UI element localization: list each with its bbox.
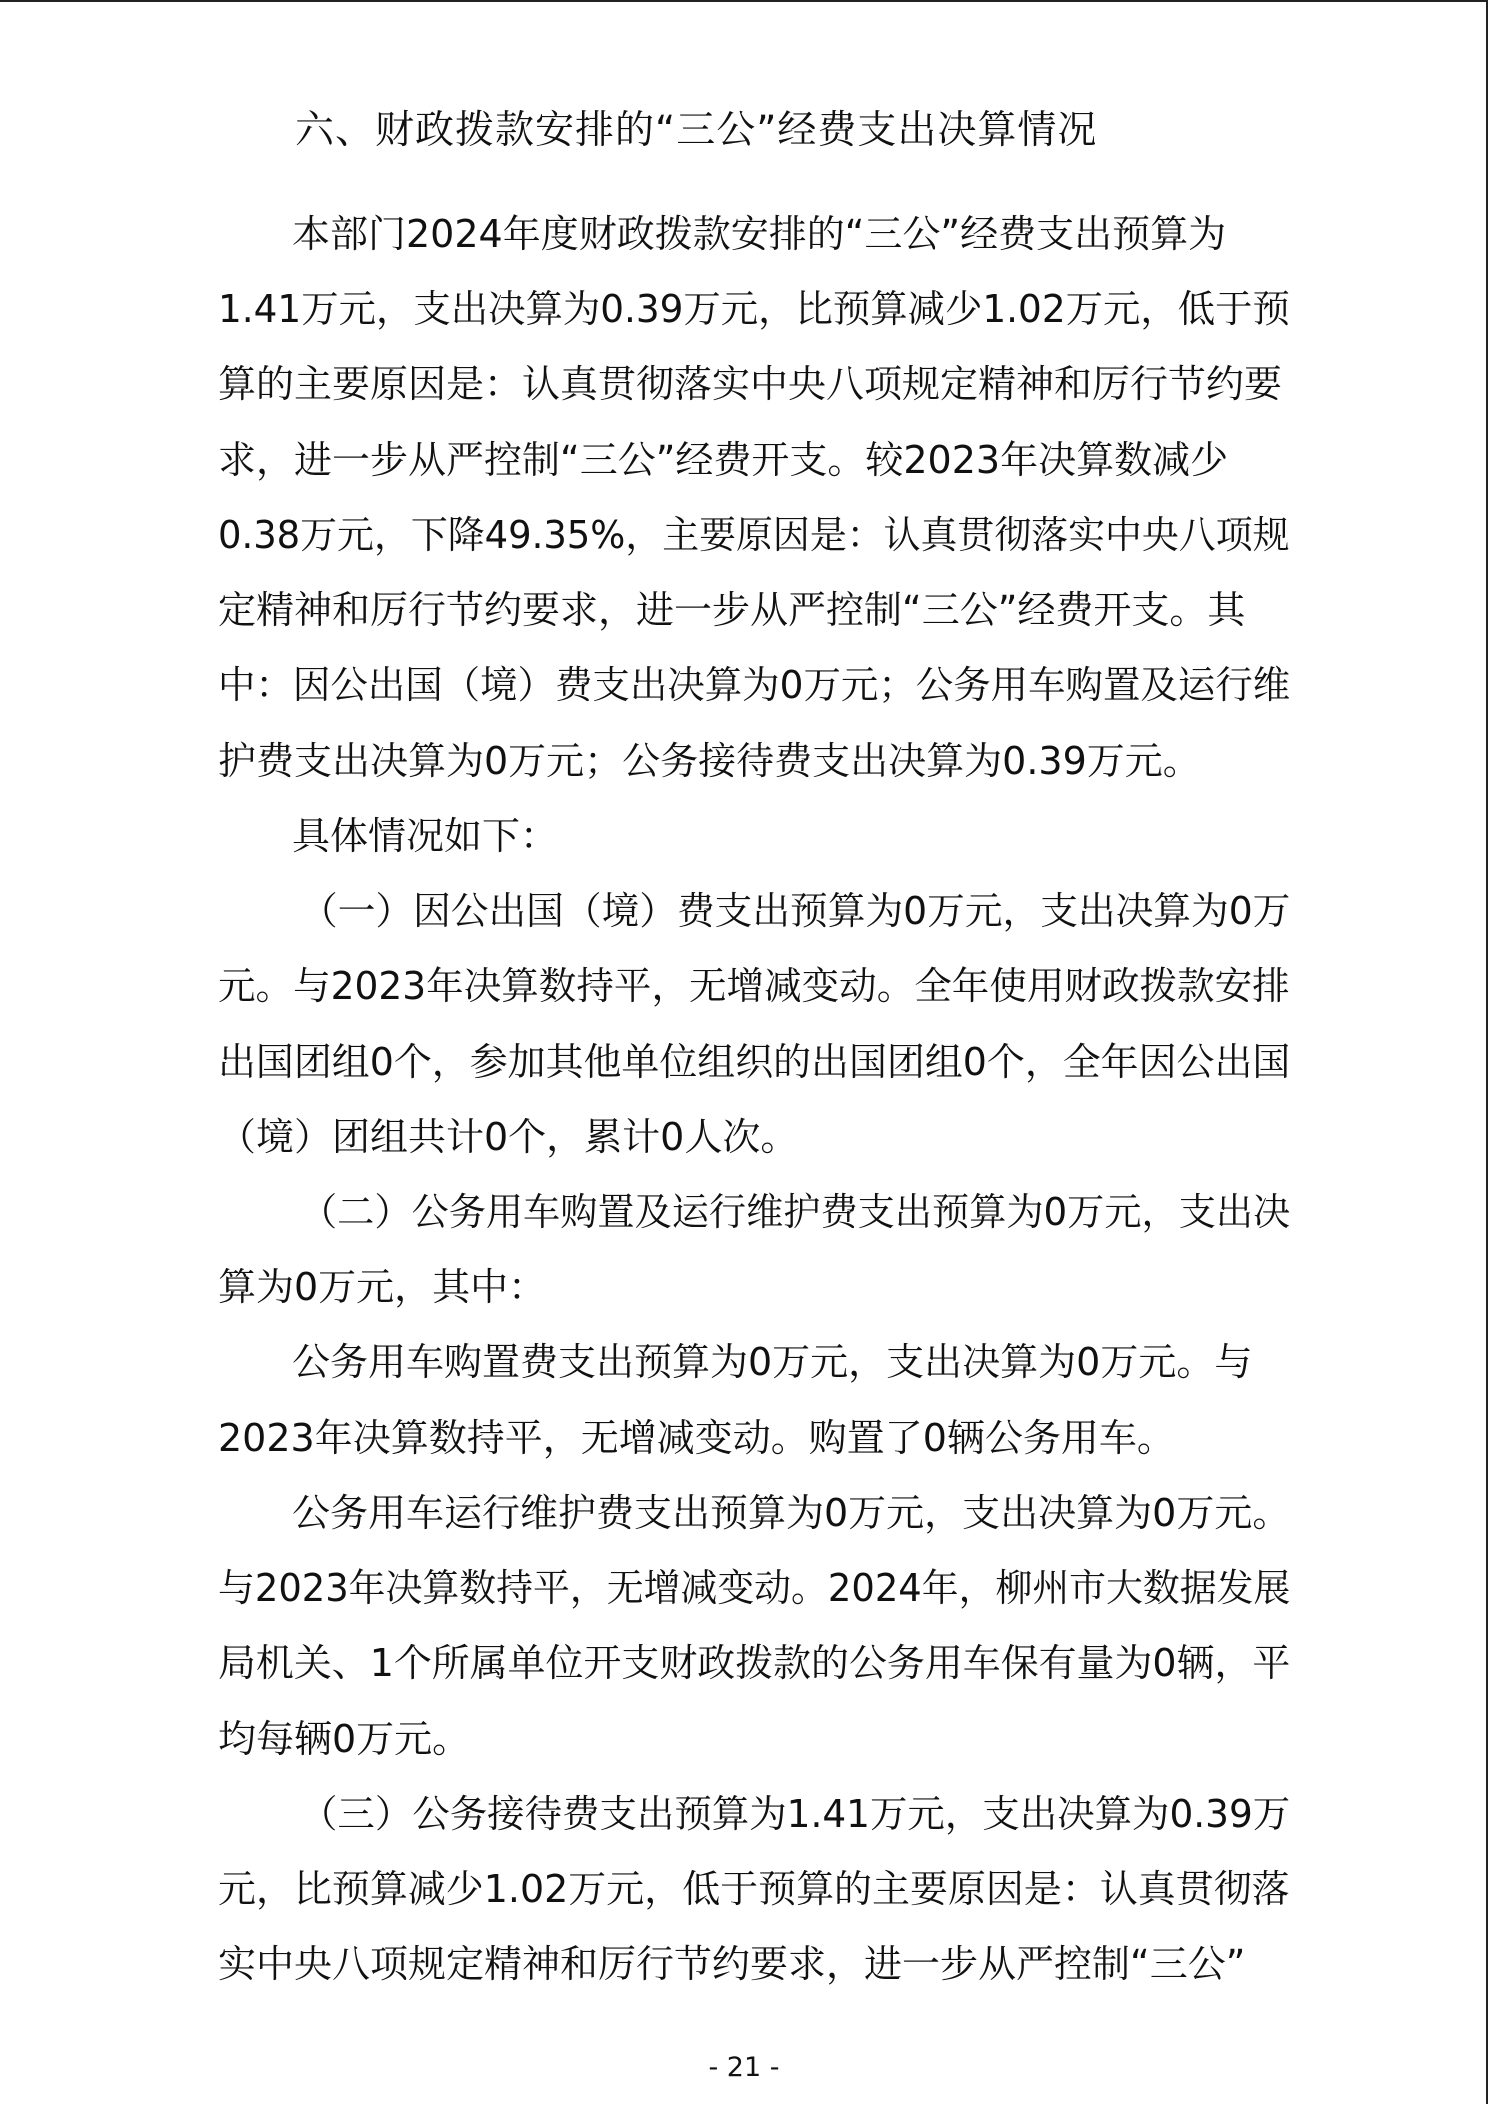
text-line: 均每辆0万元。 (218, 1717, 471, 1761)
text-line: （境）团组共计0个，累计0人次。 (218, 1115, 799, 1159)
text-line: （一）因公出国（境）费支出预算为0万元，支出决算为0万 (300, 889, 1291, 933)
text-line: 护费支出决算为0万元；公务接待费支出决算为0.39万元。 (218, 739, 1201, 783)
text-line: 元，比预算减少1.02万元，低于预算的主要原因是：认真贯彻落 (218, 1867, 1290, 1911)
text-line: 0.38万元，下降49.35%，主要原因是：认真贯彻落实中央八项规 (218, 513, 1290, 557)
text-line: 算的主要原因是：认真贯彻落实中央八项规定精神和厉行节约要 (218, 362, 1283, 406)
text-line: 与2023年决算数持平，无增减变动。2024年，柳州市大数据发展 (218, 1566, 1291, 1610)
text-line: 实中央八项规定精神和厉行节约要求，进一步从严控制“三公” (218, 1942, 1246, 1986)
section-heading: 六、财政拨款安排的“三公”经费支出决算情况 (295, 108, 1098, 153)
text-line: 2023年决算数持平，无增减变动。购置了0辆公务用车。 (218, 1416, 1175, 1460)
text-line: 具体情况如下： (292, 814, 559, 858)
page-number: - 21 - (708, 2052, 780, 2083)
text-line: 出国团组0个，参加其他单位组织的出国团组0个，全年因公出国 (218, 1040, 1291, 1084)
text-line: 公务用车运行维护费支出预算为0万元，支出决算为0万元。 (292, 1491, 1291, 1535)
text-line: 求，进一步从严控制“三公”经费开支。较2023年决算数减少 (218, 438, 1229, 482)
text-line: 算为0万元，其中： (218, 1265, 547, 1309)
text-line: 1.41万元，支出决算为0.39万元，比预算减少1.02万元，低于预 (218, 287, 1290, 331)
text-line: （三）公务接待费支出预算为1.41万元，支出决算为0.39万 (300, 1792, 1291, 1836)
text-line: 元。与2023年决算数持平，无增减变动。全年使用财政拨款安排 (218, 964, 1290, 1008)
text-line: 定精神和厉行节约要求，进一步从严控制“三公”经费开支。其 (218, 588, 1246, 632)
text-line: （二）公务用车购置及运行维护费支出预算为0万元，支出决 (300, 1190, 1291, 1234)
text-line: 公务用车购置费支出预算为0万元，支出决算为0万元。与 (292, 1340, 1253, 1384)
text-line: 本部门2024年度财政拨款安排的“三公”经费支出预算为 (292, 212, 1227, 256)
text-line: 局机关、1个所属单位开支财政拨款的公务用车保有量为0辆，平 (218, 1641, 1291, 1685)
text-line: 中：因公出国（境）费支出决算为0万元；公务用车购置及运行维 (218, 663, 1291, 707)
